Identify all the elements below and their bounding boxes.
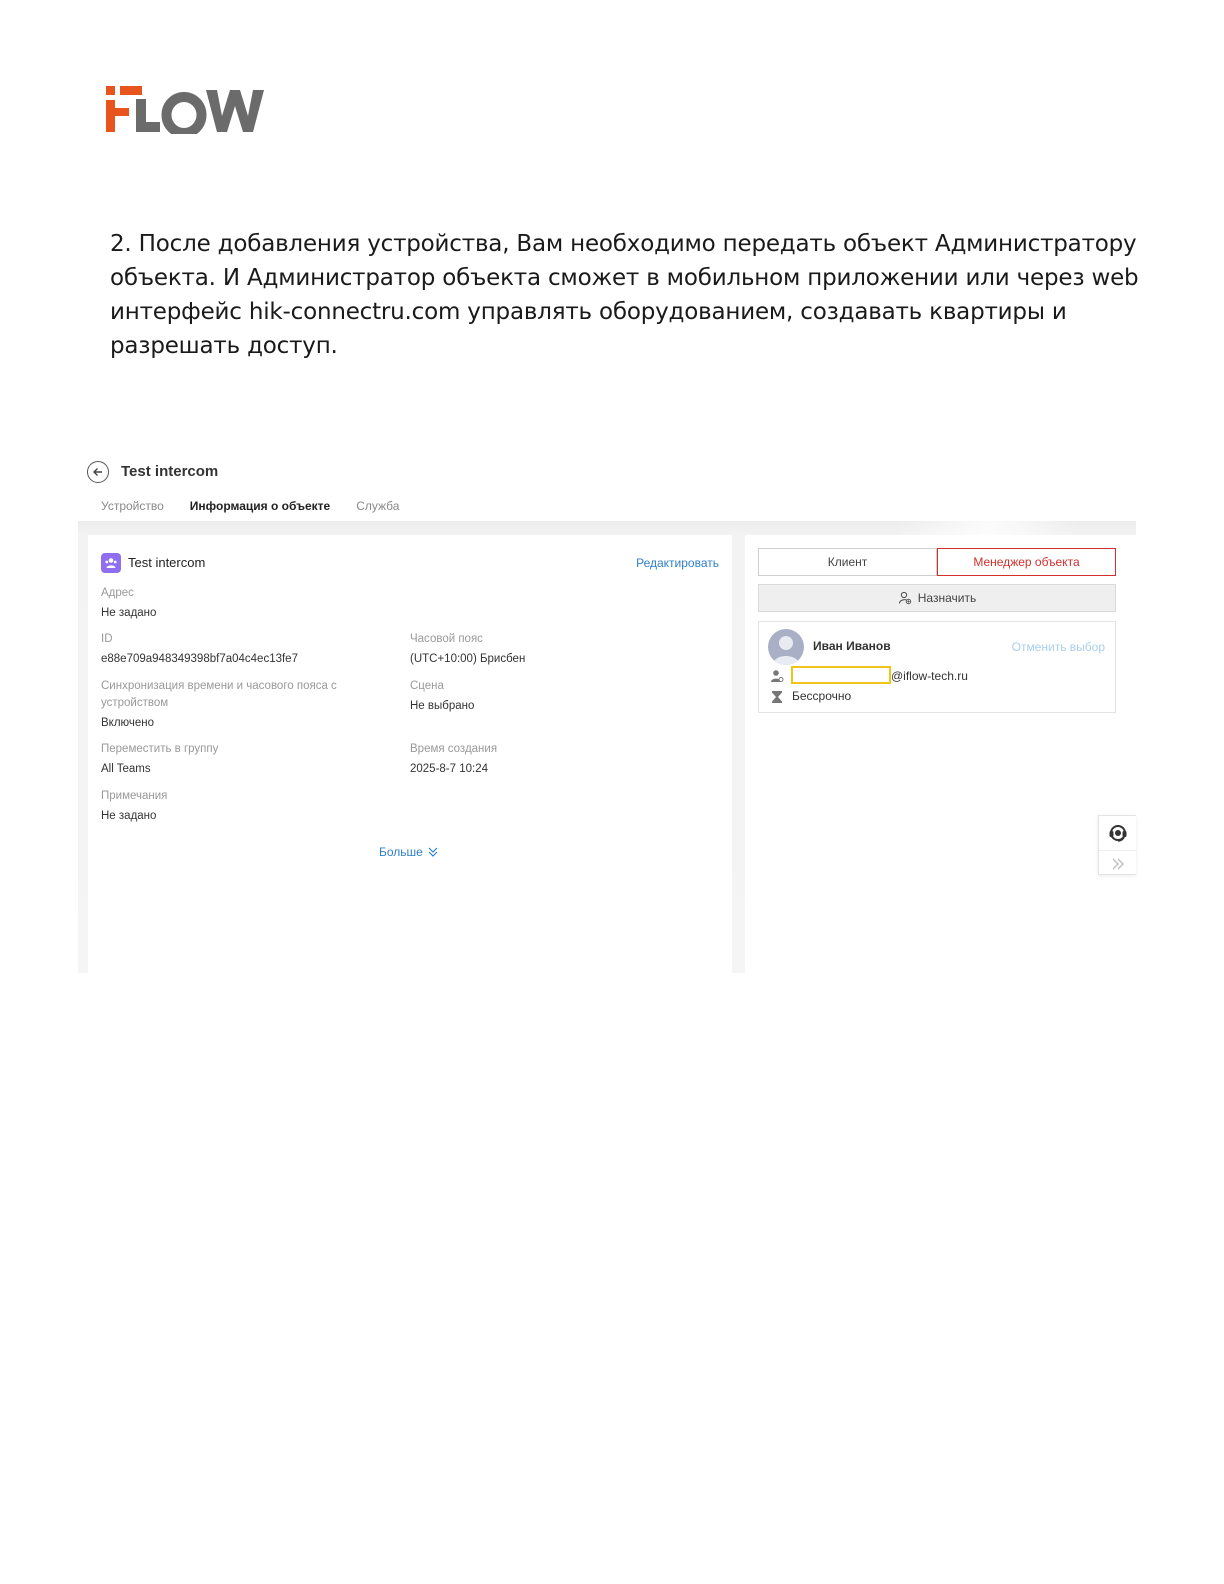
client-segment[interactable]: Клиент (758, 548, 937, 576)
created-value: 2025-8-7 10:24 (410, 763, 489, 775)
object-icon (101, 553, 121, 573)
iflow-logo (106, 86, 280, 134)
user-account-icon (770, 669, 784, 683)
email-redacted-box (791, 666, 891, 684)
sync-value: Включено (101, 717, 155, 729)
object-info-panel (88, 535, 732, 973)
address-value: Не задано (101, 607, 157, 619)
double-chevron-right-icon (1111, 857, 1125, 871)
page-header (78, 455, 1136, 521)
support-button[interactable] (1099, 816, 1137, 850)
object-manager-segment[interactable]: Менеджер объекта (937, 548, 1116, 576)
assigned-user-card (758, 621, 1116, 713)
back-button[interactable] (87, 461, 109, 483)
tab-device[interactable]: Устройство (101, 499, 164, 513)
user-name: Иван Иванов (813, 639, 891, 653)
page-title: Test intercom (121, 463, 219, 480)
validity-value: Бессрочно (792, 689, 852, 703)
tab-object-info[interactable]: Информация о объекте (177, 495, 343, 523)
role-switch (758, 548, 1116, 576)
scene-value: Не выбрано (410, 700, 475, 712)
double-chevron-down-icon (427, 846, 439, 858)
decorative-sheen (898, 521, 1098, 535)
embedded-screenshot (78, 455, 1136, 973)
id-label: ID (101, 633, 113, 645)
more-label: Больше (379, 845, 423, 859)
sync-label-line2: устройством (101, 697, 169, 709)
avatar (768, 629, 804, 665)
assign-user-icon (898, 591, 912, 605)
arrow-left-icon (92, 466, 104, 478)
cancel-selection-link[interactable]: Отменить выбор (1011, 640, 1105, 654)
id-value: e88e709a948349398bf7a04c4ec13fe7 (101, 653, 298, 665)
scene-label: Сцена (410, 680, 444, 692)
sync-label-line1: Синхронизация времени и часового пояса с (101, 680, 337, 692)
created-label: Время создания (410, 743, 498, 755)
timezone-label: Часовой пояс (410, 633, 483, 645)
assign-label: Назначить (917, 591, 977, 605)
manager-panel (745, 535, 1136, 973)
headset-icon (1107, 822, 1129, 844)
group-label: Переместить в группу (101, 743, 219, 755)
address-label: Адрес (101, 587, 134, 599)
notes-value: Не задано (101, 810, 157, 822)
intro-paragraph: 2. После добавления устройства, Вам необходимо передать объект Администратору объекта. И Администратор объекта сможет в мобильном приложении или через web интерфейс hik-connectru.com управлять оборудованием, создавать квартиры и разрешать доступ. (110, 231, 1139, 359)
timezone-value: (UTC+10:00) Брисбен (410, 653, 526, 665)
tab-service[interactable]: Служба (356, 499, 400, 513)
tab-bar (88, 495, 412, 523)
object-title: Test intercom (128, 555, 206, 570)
assign-button[interactable] (758, 584, 1116, 612)
side-toolbar (1098, 815, 1136, 875)
collapse-button[interactable] (1099, 850, 1137, 876)
notes-label: Примечания (101, 790, 168, 802)
group-value: All Teams (101, 763, 151, 775)
more-link[interactable] (379, 845, 439, 859)
edit-link[interactable]: Редактировать (636, 556, 719, 570)
hourglass-icon (770, 690, 784, 704)
email-domain: @iflow-tech.ru (891, 669, 968, 683)
